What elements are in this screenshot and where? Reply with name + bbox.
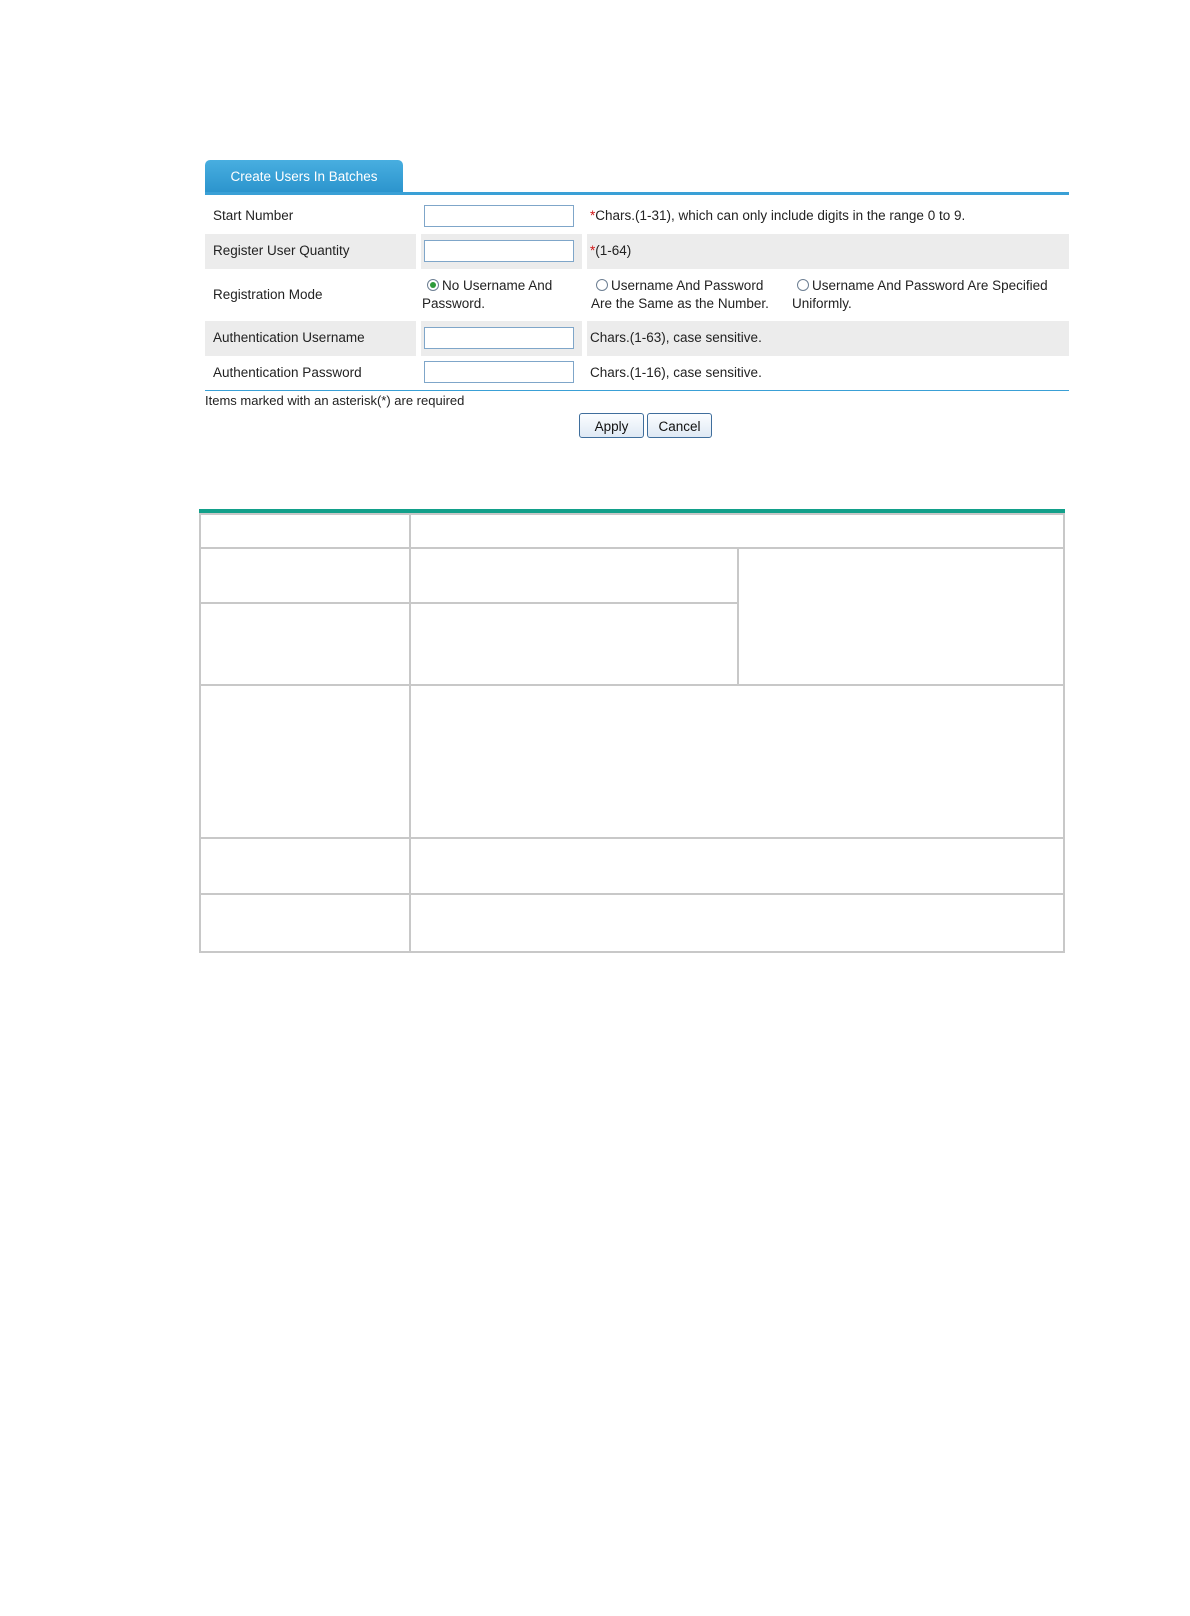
- radio-selected-icon[interactable]: [427, 279, 439, 291]
- register-user-quantity-label: Register User Quantity: [213, 243, 350, 258]
- registration-mode-option-same-as-number[interactable]: [591, 277, 769, 313]
- radio-unselected-icon[interactable]: [596, 279, 608, 291]
- start-number-hint-text: Chars.(1-31), which can only include digits in the range 0 to 9.: [595, 208, 966, 223]
- cell-divider: [582, 234, 587, 269]
- register-user-quantity-hint-text: (1-64): [595, 243, 632, 258]
- table-row-divider: [199, 602, 411, 604]
- register-user-quantity-input[interactable]: [424, 240, 574, 262]
- apply-button[interactable]: Apply: [579, 413, 644, 438]
- start-number-label: Start Number: [213, 208, 294, 223]
- table-row-divider: [199, 547, 1065, 549]
- auth-password-input[interactable]: [424, 361, 574, 383]
- start-number-input[interactable]: [424, 205, 574, 227]
- registration-mode-row: [205, 269, 1069, 321]
- register-user-quantity-hint: [590, 243, 631, 258]
- option-label: Username And Password: [611, 278, 764, 293]
- required-mark: *: [590, 208, 596, 223]
- start-number-row: [205, 199, 1069, 234]
- option-label: Uniformly.: [792, 296, 852, 311]
- radio-unselected-icon[interactable]: [797, 279, 809, 291]
- auth-password-label: Authentication Password: [213, 365, 362, 380]
- table-row-divider: [199, 893, 1065, 895]
- cancel-button[interactable]: Cancel: [647, 413, 712, 438]
- tab-underline: [205, 192, 1069, 195]
- auth-username-input[interactable]: [424, 327, 574, 349]
- registration-mode-label: Registration Mode: [213, 287, 323, 302]
- table-row-divider: [409, 602, 739, 604]
- option-label: No Username And: [442, 278, 553, 293]
- auth-username-label: Authentication Username: [213, 330, 365, 345]
- required-mark: *: [590, 243, 596, 258]
- cell-divider: [416, 321, 421, 356]
- start-number-hint: [590, 208, 965, 223]
- cell-divider: [416, 234, 421, 269]
- table-row-divider: [199, 837, 1065, 839]
- register-user-quantity-row: [205, 234, 1069, 269]
- option-label: Password.: [422, 296, 486, 311]
- tab-create-users-in-batches[interactable]: Create Users In Batches: [205, 160, 403, 194]
- table-row-divider: [199, 684, 1065, 686]
- registration-mode-option-none[interactable]: [422, 277, 552, 313]
- reference-table: [199, 513, 1065, 953]
- auth-username-row: [205, 321, 1069, 356]
- auth-username-hint: Chars.(1-63), case sensitive.: [590, 330, 762, 345]
- required-note: Items marked with an asterisk(*) are required: [205, 393, 465, 408]
- auth-password-hint: Chars.(1-16), case sensitive.: [590, 365, 762, 380]
- auth-password-row: [205, 356, 1069, 390]
- option-label: Are the Same as the Number.: [591, 296, 769, 311]
- option-label: Username And Password Are Specified: [812, 278, 1048, 293]
- table-column-divider: [737, 548, 739, 685]
- registration-mode-option-specified-uniformly[interactable]: [792, 277, 1048, 313]
- form-bottom-divider: [205, 390, 1069, 391]
- table-column-divider: [409, 513, 411, 953]
- cell-divider: [582, 321, 587, 356]
